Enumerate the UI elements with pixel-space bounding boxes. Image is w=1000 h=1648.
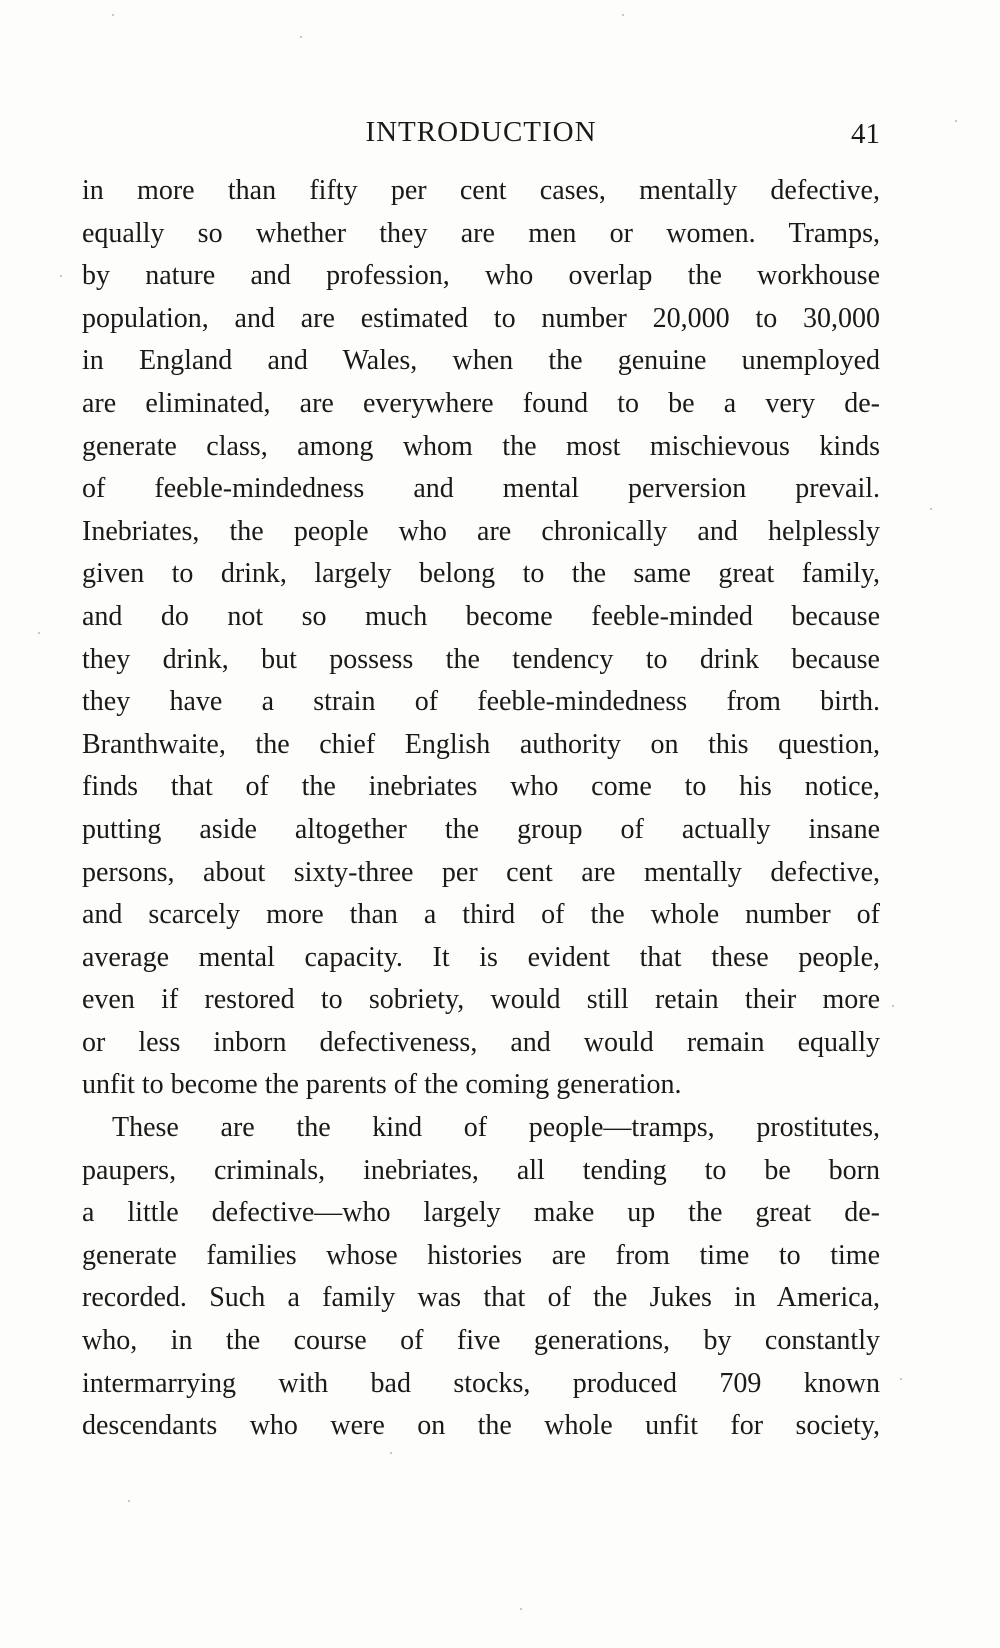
text-line: persons, about sixty-three per cent are mentally defective, [82,856,880,888]
scan-speck [112,14,114,16]
text-line: average mental capacity. It is evident that these people, [82,941,880,973]
scan-speck [892,1005,894,1007]
paragraph-2 [82,1107,880,1448]
scan-speck [622,14,624,16]
scan-speck [520,1608,522,1610]
text-line: in more than fifty per cent cases, mentally defective, [82,175,880,206]
scan-speck [60,275,62,277]
text-line: a little defective—who largely make up the great de- [82,1197,880,1229]
text-line: population, and are estimated to number 20,000 to 30,000 [82,302,880,334]
text-line: paupers, criminals, inebriates, all tending to be born [82,1154,880,1186]
text-line: Inebriates, the people who are chronically and helplessly [82,515,880,547]
text-line: of feeble-mindedness and mental perversion prevail. [82,473,880,505]
text-line: equally so whether they are men or women. Tramps, [82,217,880,249]
paragraph-1 [82,170,880,1107]
text-line: generate families whose histories are from time to time [82,1239,880,1271]
scan-speck [128,1500,130,1502]
text-line: intermarrying with bad stocks, produced 709 known [82,1367,880,1399]
text-line: who, in the course of five generations, by constantly [82,1325,880,1357]
scan-speck [300,36,302,38]
text-line: are eliminated, are everywhere found to be a very de- [82,387,880,419]
text-line: recorded. Such a family was that of the Jukes in America, [82,1282,880,1314]
text-line: they have a strain of feeble-mindedness from birth. [82,686,880,718]
text-line: generate class, among whom the most mischievous kinds [82,430,880,462]
text-line: in England and Wales, when the genuine unemployed [82,345,880,377]
text-line: and scarcely more than a third of the whole number of [82,899,880,931]
text-line: even if restored to sobriety, would still retain their more [82,984,880,1016]
scan-speck [900,1378,902,1380]
text-line: These are the kind of people—tramps, prostitutes, [112,1112,880,1144]
text-line: by nature and profession, who overlap the workhouse [82,260,880,292]
scan-speck [930,508,932,510]
text-line: finds that of the inebriates who come to his notice, [82,771,880,803]
text-line: Branthwaite, the chief English authority on this question, [82,728,880,760]
text-line: putting aside altogether the group of actually insane [82,813,880,845]
body-text [82,170,880,1448]
text-line: given to drink, largely belong to the same great family, [82,558,880,590]
scan-speck [38,632,40,634]
running-head [82,112,880,152]
page-number: 41 [851,118,880,150]
scan-speck [955,120,957,122]
text-line: and do not so much become feeble-minded because [82,600,880,632]
chapter-title: INTRODUCTION [365,116,597,148]
text-line: unfit to become the parents of the coming generation. [82,1069,682,1101]
text-line: descendants who were on the whole unfit for society, [82,1410,880,1442]
scan-speck [390,1452,392,1454]
text-line: or less inborn defectiveness, and would remain equally [82,1026,880,1058]
text-line: they drink, but possess the tendency to drink because [82,643,880,675]
